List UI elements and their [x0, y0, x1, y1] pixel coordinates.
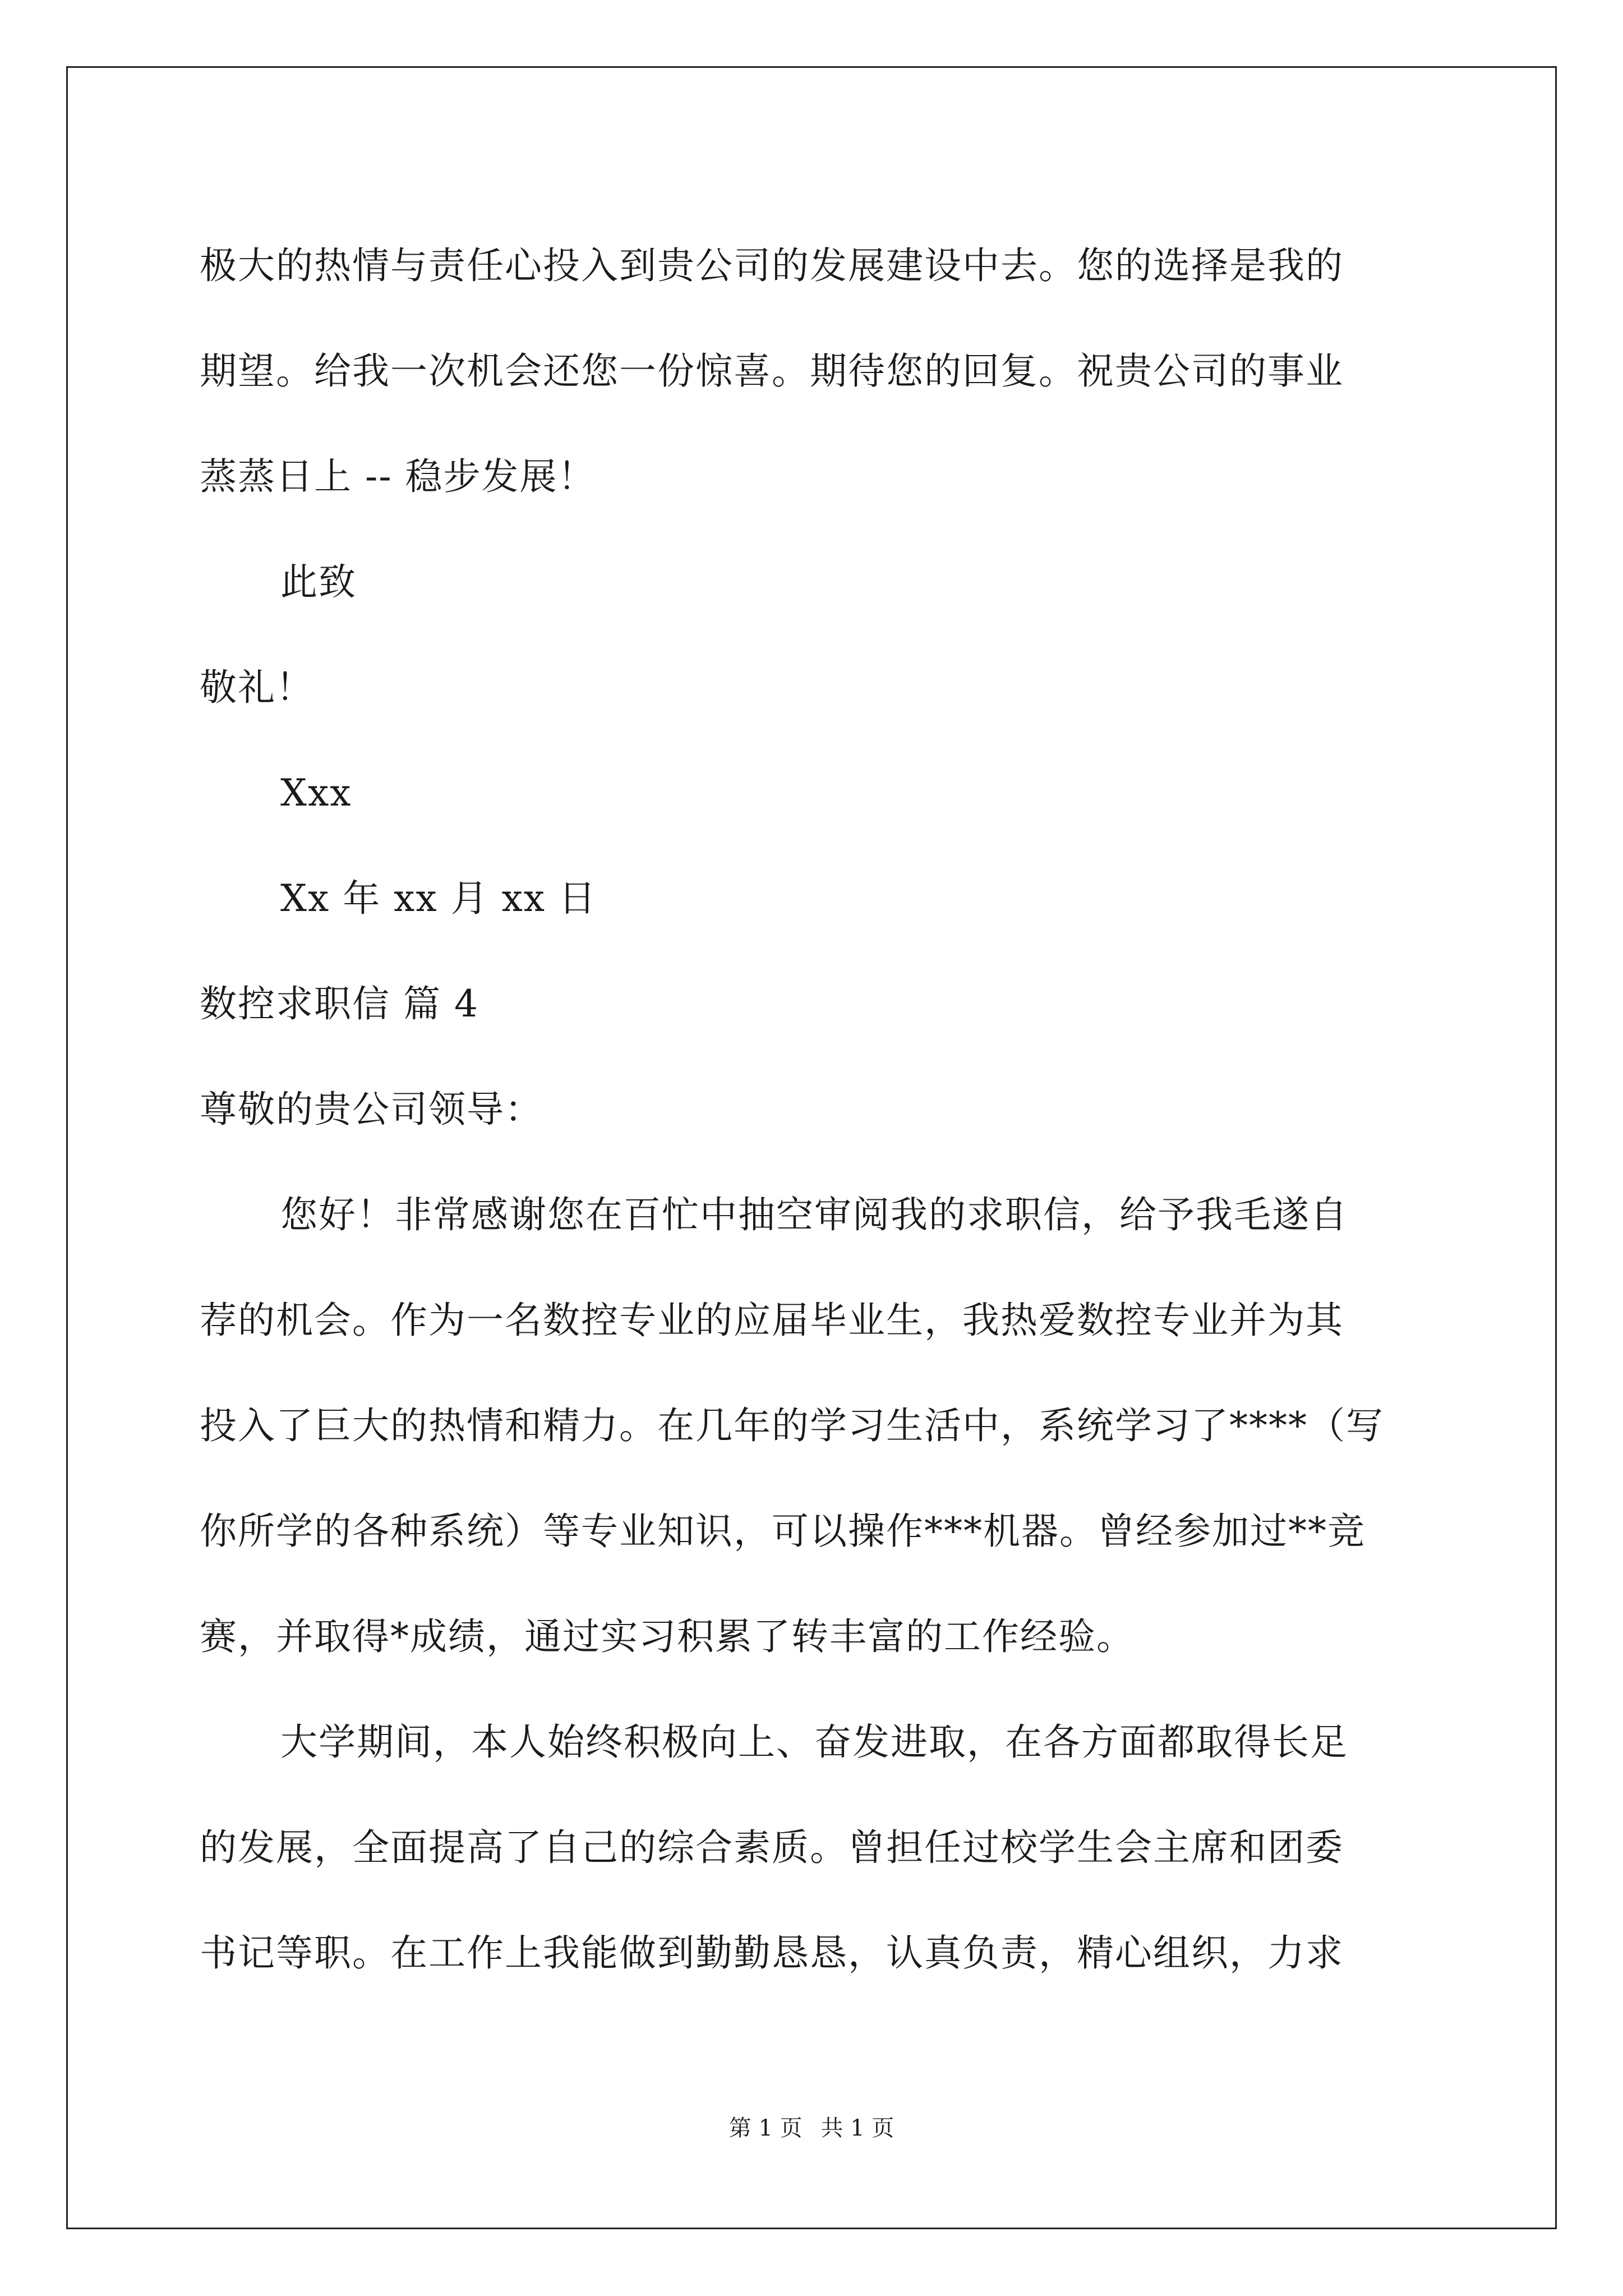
- page-footer: [0, 2110, 1623, 2142]
- text-line: 赛，并取得*成绩，通过实习积累了转丰富的工作经验。: [200, 1615, 1135, 1658]
- text-line: Xx 年 xx 月 xx 日: [280, 877, 597, 920]
- text-line: 敬礼！: [200, 666, 314, 709]
- text-line: 你所学的各种系统）等专业知识，可以操作***机器。曾经参加过**竞: [200, 1510, 1366, 1553]
- page-number: 第 1 页: [728, 2115, 803, 2141]
- page-total: 共 1 页: [820, 2115, 895, 2141]
- text-line: 数控求职信 篇 4: [200, 982, 479, 1025]
- text-line: 您好！非常感谢您在百忙中抽空审阅我的求职信，给予我毛遂自: [280, 1193, 1348, 1236]
- document-body: [200, 213, 1428, 2006]
- text-line: Xxx: [280, 771, 352, 815]
- text-line: 极大的热情与责任心投入到贵公司的发展建设中去。您的选择是我的: [200, 244, 1344, 287]
- text-line: 书记等职。在工作上我能做到勤勤恳恳，认真负责，精心组织，力求: [200, 1931, 1344, 1975]
- text-line: 投入了巨大的热情和精力。在几年的学习生活中，系统学习了****（写: [200, 1404, 1384, 1447]
- text-line: 荐的机会。作为一名数控专业的应届毕业生，我热爱数控专业并为其: [200, 1299, 1344, 1342]
- text-line: 此致: [280, 560, 357, 604]
- text-line: 期望。给我一次机会还您一份惊喜。期待您的回复。祝贵公司的事业: [200, 349, 1344, 393]
- text-line: 蒸蒸日上 -- 稳步发展！: [200, 455, 596, 498]
- text-line: 的发展，全面提高了自己的综合素质。曾担任过校学生会主席和团委: [200, 1826, 1344, 1869]
- text-line: 大学期间，本人始终积极向上、奋发进取，在各方面都取得长足: [280, 1720, 1348, 1764]
- text-line: 尊敬的贵公司领导：: [200, 1088, 543, 1131]
